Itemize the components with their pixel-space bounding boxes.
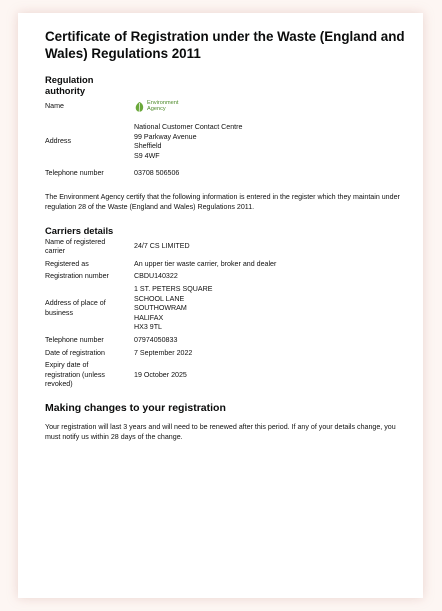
certificate-page <box>18 13 423 598</box>
address-line: 1 ST. PETERS SQUARE <box>134 284 213 293</box>
registered-as-row <box>45 260 405 270</box>
address-line: Sheffield <box>134 142 162 151</box>
authority-phone: 03708 506506 <box>134 169 180 178</box>
authority-address-row <box>45 123 405 161</box>
expiry-date-label: Expiry date of registration (unless revoked) <box>45 361 105 389</box>
carriers-details-heading: Carriers details <box>45 224 114 236</box>
business-address-row <box>45 285 405 333</box>
expiry-date-row <box>45 361 405 390</box>
expiry-date: 19 October 2025 <box>134 370 187 379</box>
address-line: SOUTHOWRAM <box>134 304 187 313</box>
carrier-name: 24/7 CS LIMITED <box>134 242 190 251</box>
registration-number-row <box>45 272 405 282</box>
carrier-phone-label: Telephone number <box>45 335 104 344</box>
address-line: 99 Parkway Avenue <box>134 132 197 141</box>
business-address <box>134 285 405 333</box>
carrier-phone: 07974050833 <box>134 335 178 344</box>
logo-text-line1: Environment <box>147 99 179 106</box>
certify-statement: The Environment Agency certify that the following information is entered in the register which they maintain under regulation 28 of the Waste (England and Wales) Regulations 2011. <box>45 192 400 212</box>
registration-number: CBDU140322 <box>134 272 178 281</box>
registration-date-row <box>45 349 405 359</box>
address-line: National Customer Contact Centre <box>134 123 243 131</box>
authority-address-label: Address <box>45 137 72 146</box>
certificate-title: Certificate of Registration under the Waste (England and Wales) Regulations 2011 <box>45 29 405 61</box>
registered-as-label: Registered as <box>45 259 89 268</box>
address-line: S9 4WF <box>134 151 160 160</box>
authority-name-label: Name <box>45 101 64 110</box>
business-address-label: Address of place of business <box>45 299 106 317</box>
registration-date: 7 September 2022 <box>134 348 193 357</box>
environment-agency-logo <box>134 101 405 113</box>
regulation-authority-heading: Regulation authority <box>45 74 94 96</box>
authority-address <box>134 123 405 161</box>
authority-name-row <box>45 98 405 115</box>
carrier-name-label: Name of registered carrier <box>45 237 106 256</box>
making-changes-heading: Making changes to your registration <box>45 401 226 414</box>
making-changes-text: Your registration will last 3 years and will need to be renewed after this period. If any of your details change, you must notify us within 28 days of the change. <box>45 422 396 442</box>
authority-phone-label: Telephone number <box>45 169 104 178</box>
registration-date-label: Date of registration <box>45 348 105 357</box>
carrier-name-row <box>45 238 405 257</box>
address-line: HX3 9TL <box>134 323 162 332</box>
registration-number-label: Registration number <box>45 272 109 281</box>
registered-as: An upper tier waste carrier, broker and dealer <box>134 259 277 268</box>
address-line: SCHOOL LANE <box>134 294 185 303</box>
authority-phone-row <box>45 169 405 179</box>
logo-text-line2: Agency <box>147 105 166 112</box>
carrier-phone-row <box>45 336 405 346</box>
leaf-icon <box>134 101 145 113</box>
address-line: HALIFAX <box>134 313 164 322</box>
